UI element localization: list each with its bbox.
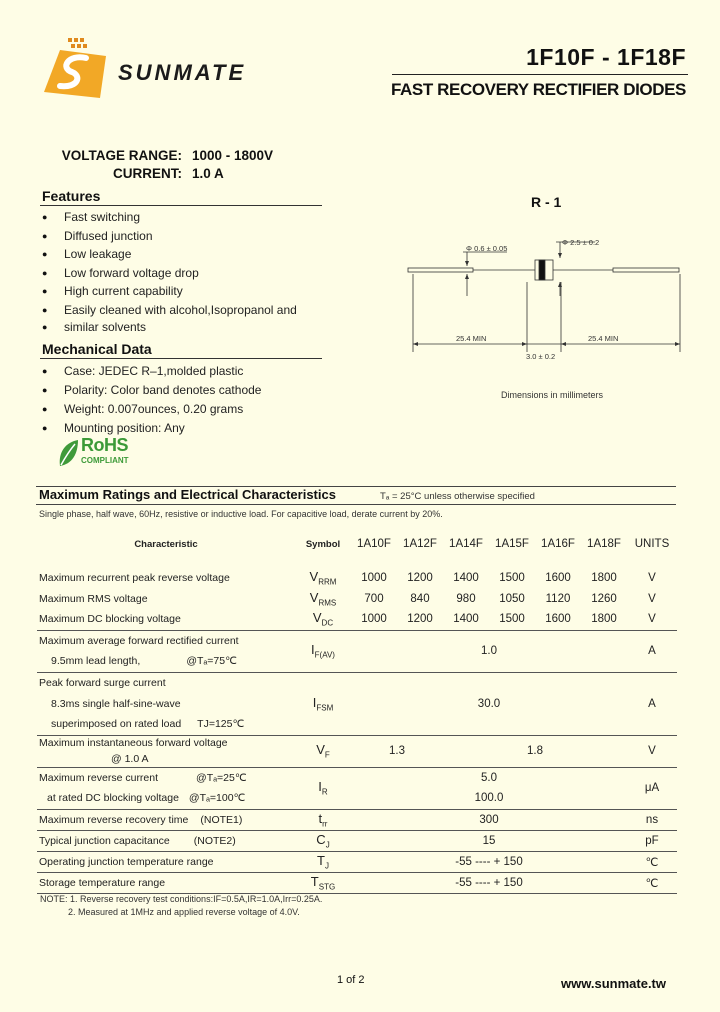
cell-value: 840 <box>410 592 430 605</box>
header-divider <box>392 74 688 75</box>
list-item: ● Fast switching <box>42 208 297 227</box>
row-label: Typical junction capacitance (NOTE2) <box>37 830 295 851</box>
lead-length-left-label: 25.4 MIN <box>456 334 487 343</box>
dimension-units-note: Dimensions in millimeters <box>501 390 604 400</box>
cell-unit: ns <box>627 809 677 830</box>
table-row <box>37 788 677 809</box>
cell-value: 1.3 <box>351 735 443 767</box>
body-length-label: 3.0 ± 0.2 <box>526 352 556 361</box>
features-title: Features <box>42 188 101 204</box>
list-item: ● Case: JEDEC R–1,molded plastic <box>42 362 261 381</box>
cell-unit: V <box>627 735 677 767</box>
cell-value: -55 ---- + 150 <box>351 872 627 893</box>
table-row <box>37 609 677 630</box>
table-row <box>37 567 677 588</box>
table-row <box>37 630 677 651</box>
row-symbol: $I_{FSM}$ <box>295 672 351 735</box>
cell-value: 15 <box>351 830 627 851</box>
table-row <box>37 767 677 788</box>
features-divider <box>40 205 322 206</box>
row-label: Storage temperature range <box>37 872 295 893</box>
row-label: Maximum reverse recovery time (NOTE1) <box>37 809 295 830</box>
col-part: 1A12F <box>403 538 437 550</box>
cell-unit: ℃ <box>627 872 677 893</box>
cell-unit: A <box>627 630 677 672</box>
cell-value: 1400 <box>453 613 479 626</box>
cell-unit: ℃ <box>627 851 677 872</box>
cell-value: -55 ---- + 150 <box>351 851 627 872</box>
cell-unit: A <box>627 672 677 735</box>
ratings-condition: Tₐ = 25°C unless otherwise specified <box>380 491 535 502</box>
cell-value: 1.8 <box>443 735 627 767</box>
col-units: UNITS <box>634 538 670 550</box>
list-item: ● similar solvents <box>42 318 297 337</box>
cell-value: 1600 <box>545 571 571 584</box>
mechanical-list <box>42 362 261 438</box>
list-item: ● Diffused junction <box>42 227 297 246</box>
row-symbol: $T_{STG}$ <box>295 872 351 893</box>
row-symbol: $V_{RRM}$ <box>309 568 337 587</box>
list-item: ● High current capability <box>42 282 297 301</box>
cell-unit: V <box>648 613 656 626</box>
cell-unit: V <box>648 592 656 605</box>
part-range-title: 1F10F - 1F18F <box>526 44 686 70</box>
cell-value: 30.0 <box>351 672 627 735</box>
cell-unit: pF <box>627 830 677 851</box>
row-label: Maximum instantaneous forward voltage <box>37 735 295 751</box>
mechanical-title: Mechanical Data <box>42 341 152 357</box>
table-row <box>37 830 677 851</box>
cell-value: 1000 <box>361 571 387 584</box>
brand-name: SUNMATE <box>118 60 247 85</box>
table-row <box>37 672 677 693</box>
current-label: CURRENT: <box>113 166 182 181</box>
cell-value: 1000 <box>361 613 387 626</box>
row-label: Maximum recurrent peak reverse voltage <box>39 571 230 584</box>
cell-unit: μA <box>627 767 677 809</box>
cell-value: 1800 <box>591 571 617 584</box>
row-label: at rated DC blocking voltage @Tₐ=100℃ <box>47 792 246 805</box>
col-part: 1A18F <box>587 538 621 550</box>
table-header-row <box>37 531 677 557</box>
ratings-table <box>37 531 677 894</box>
table-row <box>37 735 677 751</box>
col-part: 1A10F <box>357 538 391 550</box>
list-item: ● Low leakage <box>42 245 297 264</box>
package-name: R - 1 <box>531 194 562 210</box>
cell-value: 1500 <box>499 613 525 626</box>
table-row <box>37 588 677 609</box>
row-symbol: $t_{rr}$ <box>295 809 351 830</box>
cell-value: 1500 <box>499 571 525 584</box>
note-2: 2. Measured at 1MHz and applied reverse voltage of 4.0V. <box>68 907 300 917</box>
cell-value: 1800 <box>591 613 617 626</box>
voltage-range-label: VOLTAGE RANGE: <box>61 148 182 163</box>
website-link[interactable]: www.sunmate.tw <box>561 976 666 991</box>
note-1: NOTE: 1. Reverse recovery test conditions:IF=0.5A,IR=1.0A,Irr=0.25A. <box>40 894 323 904</box>
list-item: ● Mounting position: Any <box>42 419 261 438</box>
col-characteristic: Characteristic <box>134 538 198 550</box>
row-label: 8.3ms single half-sine-wave <box>51 697 181 710</box>
row-symbol: $T_J$ <box>295 851 351 872</box>
row-label: superimposed on rated load TJ=125℃ <box>51 718 245 731</box>
rohs-leaf-icon <box>56 438 80 468</box>
ratings-title-divider <box>36 504 676 505</box>
cell-value: 5.0 <box>351 767 627 788</box>
row-label: Maximum RMS voltage <box>39 592 148 605</box>
cell-value: 1200 <box>407 571 433 584</box>
row-symbol: $V_F$ <box>295 735 351 767</box>
cell-value: 980 <box>456 592 476 605</box>
col-part: 1A14F <box>449 538 483 550</box>
row-symbol: $I_{F(AV)}$ <box>295 630 351 672</box>
current-value: 1.0 A <box>192 166 224 181</box>
col-part: 1A15F <box>495 538 529 550</box>
list-item: ● Polarity: Color band denotes cathode <box>42 381 261 400</box>
ratings-note: Single phase, half wave, 60Hz, resistive or inductive load. For capacitive load, derate current by 20%. <box>39 509 443 519</box>
body-diameter-label: Φ 2.5 ± 0.2 <box>562 238 600 247</box>
table-row <box>37 809 677 830</box>
list-item: ● Low forward voltage drop <box>42 264 297 283</box>
voltage-range-value: 1000 - 1800V <box>192 148 274 163</box>
table-row <box>37 851 677 872</box>
cell-value: 1400 <box>453 571 479 584</box>
row-label: Maximum reverse current @Tₐ=25℃ <box>37 767 295 788</box>
rohs-compliant: COMPLIANT <box>81 456 129 465</box>
cell-value: 1260 <box>591 592 617 605</box>
row-label: Operating junction temperature range <box>37 851 295 872</box>
cell-value: 1120 <box>545 592 571 605</box>
list-item: ● Easily cleaned with alcohol,Isopropanol and <box>42 301 297 320</box>
cell-value: 1.0 <box>351 630 627 672</box>
row-symbol: $C_J$ <box>295 830 351 851</box>
row-label: @ 1.0 A <box>111 752 149 765</box>
row-label: Peak forward surge current <box>37 672 295 693</box>
row-label: Maximum DC blocking voltage <box>39 613 181 626</box>
row-symbol: $V_{DC}$ <box>312 610 334 629</box>
table-row <box>37 872 677 893</box>
cell-value: 300 <box>351 809 627 830</box>
package-dimension-diagram <box>405 232 695 367</box>
col-part: 1A16F <box>541 538 575 550</box>
row-label: 9.5mm lead length, @Tₐ=75℃ <box>51 655 237 668</box>
rohs-mark: RoHS <box>81 435 128 455</box>
ratings-title: Maximum Ratings and Electrical Characteristics <box>39 487 336 502</box>
cell-value: 1050 <box>499 592 525 605</box>
subtitle: FAST RECOVERY RECTIFIER DIODES <box>391 80 686 99</box>
cell-value: 1200 <box>407 613 433 626</box>
row-symbol: $I_R$ <box>295 767 351 809</box>
sunmate-logo-icon <box>38 36 114 100</box>
cell-unit: V <box>648 571 656 584</box>
lead-length-right-label: 25.4 MIN <box>588 334 619 343</box>
lead-diameter-label: Φ 0.6 ± 0.05 <box>466 244 508 253</box>
cell-value: 1600 <box>545 613 571 626</box>
features-list <box>42 208 297 336</box>
row-label: Maximum average forward rectified current <box>37 630 295 651</box>
page-number: 1 of 2 <box>337 974 365 986</box>
cell-value: 100.0 <box>474 792 504 805</box>
row-symbol: $V_{RMS}$ <box>309 589 337 608</box>
list-item: ● Weight: 0.007ounces, 0.20 grams <box>42 400 261 419</box>
cell-value: 700 <box>364 592 384 605</box>
mechanical-divider <box>40 358 322 359</box>
col-symbol: Symbol <box>305 538 341 550</box>
